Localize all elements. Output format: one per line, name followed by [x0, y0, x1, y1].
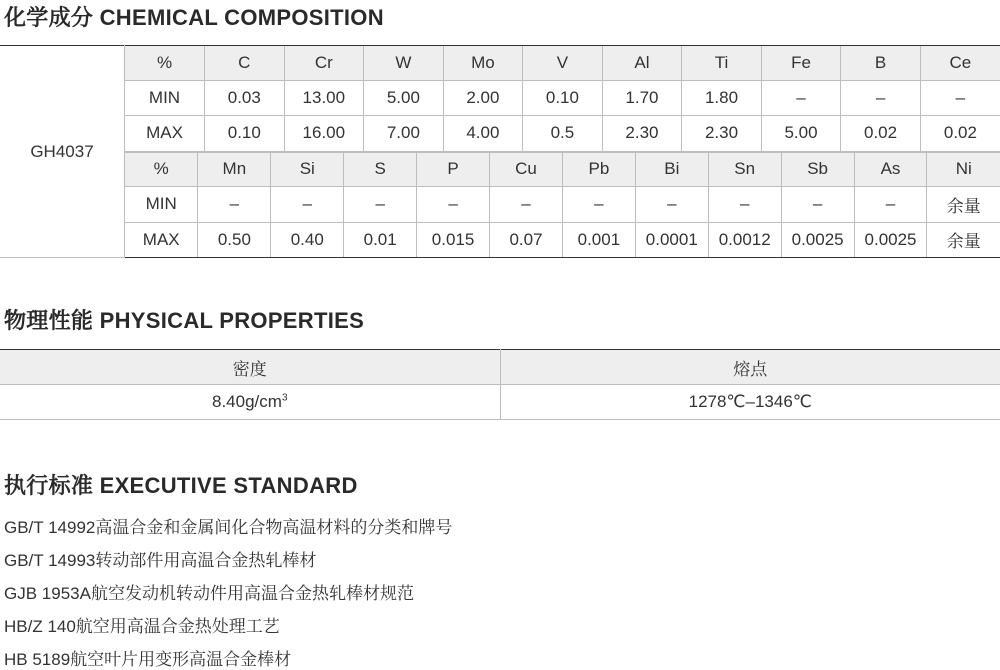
value-cell: 0.01: [344, 222, 417, 257]
value-cell: –: [841, 80, 921, 116]
standard-item: HB/Z 140航空用高温合金热处理工艺: [4, 612, 280, 637]
group1-header-cell: V: [523, 46, 603, 80]
value-cell: 0.02: [841, 116, 921, 152]
chemical-composition-title: 化学成分 CHEMICAL COMPOSITION: [4, 1, 384, 32]
group2-header-cell: %: [125, 153, 198, 187]
value-cell: 0.0001: [635, 222, 708, 257]
melting-point-value: 1278℃–1346℃: [500, 385, 1000, 420]
group2-header-cell: Pb: [562, 153, 635, 187]
density-header: 密度: [0, 350, 500, 385]
group1-header-cell: Ti: [682, 46, 762, 80]
physical-properties-title: 物理性能 PHYSICAL PROPERTIES: [4, 304, 364, 335]
group2-header-cell: Bi: [635, 153, 708, 187]
value-cell: 2.30: [682, 116, 762, 152]
group1-header-cell: Mo: [443, 46, 523, 80]
value-cell: 16.00: [284, 116, 364, 152]
group2-header-cell: Cu: [490, 153, 563, 187]
value-cell: –: [490, 187, 563, 223]
value-cell: 13.00: [284, 80, 364, 116]
grade-cell: GH4037: [0, 46, 125, 258]
group1-header-cell: Al: [602, 46, 682, 80]
value-cell: 0.10: [523, 80, 603, 116]
group2-header-cell: Sn: [708, 153, 781, 187]
value-cell: 5.00: [364, 80, 444, 116]
value-cell: 0.10: [205, 116, 285, 152]
group1-header-cell: B: [841, 46, 921, 80]
group1-header-cell: W: [364, 46, 444, 80]
value-cell: 0.5: [523, 116, 603, 152]
value-cell: 1.70: [602, 80, 682, 116]
value-cell: 0.50: [198, 222, 271, 257]
group1-wrapper: [125, 46, 1000, 153]
table-row: [125, 80, 1000, 116]
value-cell: 0.0025: [781, 222, 854, 257]
value-cell: 2.30: [602, 116, 682, 152]
physical-properties-table: [0, 349, 1000, 420]
value-cell: 0.001: [562, 222, 635, 257]
composition-group-1: [125, 46, 1000, 152]
value-cell: 0.0025: [854, 222, 927, 257]
group1-header-cell: %: [125, 46, 205, 80]
group2-header-cell: As: [854, 153, 927, 187]
value-cell: 0.40: [271, 222, 344, 257]
value-cell: 0.0012: [708, 222, 781, 257]
table-row: [125, 187, 1000, 223]
value-cell: 5.00: [761, 116, 841, 152]
row-label-cell: MIN: [125, 187, 198, 223]
group2-header-cell: Mn: [198, 153, 271, 187]
chemical-composition-table: [0, 45, 1000, 258]
value-cell: –: [708, 187, 781, 223]
value-cell: –: [854, 187, 927, 223]
value-cell: 0.07: [490, 222, 563, 257]
density-text: 8.40g/cm: [212, 392, 282, 411]
group2-header-cell: P: [417, 153, 490, 187]
value-cell: –: [635, 187, 708, 223]
melting-point-header: 熔点: [500, 350, 1000, 385]
value-cell: –: [417, 187, 490, 223]
density-value: [0, 385, 500, 420]
value-cell: 1.80: [682, 80, 762, 116]
value-cell: –: [781, 187, 854, 223]
composition-group-2: [125, 153, 1000, 258]
standard-item: GJB 1953A航空发动机转动件用高温合金热轧棒材规范: [4, 579, 414, 604]
row-label-cell: MAX: [125, 222, 198, 257]
group2-header-cell: Ni: [927, 153, 1000, 187]
table-row: [125, 116, 1000, 152]
value-cell: 余量: [927, 187, 1000, 223]
standard-item: GB/T 14992高温合金和金属间化合物高温材料的分类和牌号: [4, 513, 452, 538]
value-cell: –: [198, 187, 271, 223]
value-cell: –: [920, 80, 1000, 116]
group1-header-cell: Cr: [284, 46, 364, 80]
value-cell: 7.00: [364, 116, 444, 152]
standard-item: HB 5189航空叶片用变形高温合金棒材: [4, 645, 291, 670]
value-cell: –: [562, 187, 635, 223]
group2-wrapper: [125, 152, 1000, 258]
value-cell: 2.00: [443, 80, 523, 116]
table-row: [125, 222, 1000, 257]
density-unit-sup: 3: [282, 392, 288, 403]
group1-header-cell: Ce: [920, 46, 1000, 80]
group2-header-cell: Sb: [781, 153, 854, 187]
value-cell: 0.015: [417, 222, 490, 257]
value-cell: –: [344, 187, 417, 223]
group1-header-cell: Fe: [761, 46, 841, 80]
value-cell: –: [761, 80, 841, 116]
value-cell: 余量: [927, 222, 1000, 257]
group2-header-cell: Si: [271, 153, 344, 187]
row-label-cell: MIN: [125, 80, 205, 116]
value-cell: 0.03: [205, 80, 285, 116]
standard-item: GB/T 14993转动部件用高温合金热轧棒材: [4, 546, 316, 571]
group1-header-cell: C: [205, 46, 285, 80]
executive-standard-title: 执行标准 EXECUTIVE STANDARD: [4, 469, 358, 500]
value-cell: 4.00: [443, 116, 523, 152]
value-cell: 0.02: [920, 116, 1000, 152]
value-cell: –: [271, 187, 344, 223]
row-label-cell: MAX: [125, 116, 205, 152]
group2-header-cell: S: [344, 153, 417, 187]
